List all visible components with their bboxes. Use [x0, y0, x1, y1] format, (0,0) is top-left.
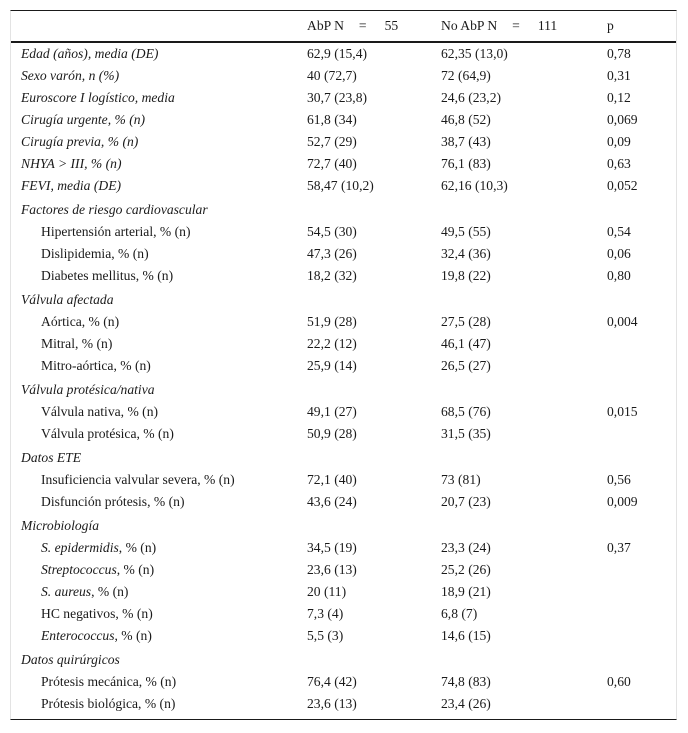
section-label: Válvula protésica/nativa	[21, 382, 155, 397]
no-abp-value: 74,8 (83)	[441, 674, 491, 689]
p-value: 0,37	[607, 540, 631, 555]
abp-value: 54,5 (30)	[307, 224, 357, 239]
abp-value: 51,9 (28)	[307, 314, 357, 329]
row-label: Disfunción prótesis, % (n)	[41, 494, 185, 509]
table-row	[11, 312, 676, 334]
abp-value: 20 (11)	[307, 584, 347, 599]
table-row	[11, 110, 676, 132]
table-row	[11, 44, 676, 66]
row-label: Prótesis biológica, % (n)	[41, 696, 176, 711]
no-abp-value: 27,5 (28)	[441, 314, 491, 329]
section-row	[11, 200, 676, 222]
no-abp-value: 6,8 (7)	[441, 606, 478, 621]
row-label: S. aureus, % (n)	[41, 584, 129, 599]
row-label: Hipertensión arterial, % (n)	[41, 224, 191, 239]
table-row	[11, 626, 676, 648]
section-row	[11, 516, 676, 538]
row-label: Válvula protésica, % (n)	[41, 426, 174, 441]
p-value: 0,56	[607, 472, 631, 487]
row-label: Euroscore I logístico, media	[21, 90, 175, 105]
p-value: 0,009	[607, 494, 638, 509]
no-abp-value: 73 (81)	[441, 472, 481, 487]
table-row	[11, 402, 676, 424]
table-row	[11, 604, 676, 626]
abp-value: 49,1 (27)	[307, 404, 357, 419]
abp-value: 43,6 (24)	[307, 494, 357, 509]
p-value: 0,06	[607, 246, 631, 261]
no-abp-value: 68,5 (76)	[441, 404, 491, 419]
abp-value: 23,6 (13)	[307, 562, 357, 577]
p-value: 0,60	[607, 674, 631, 689]
no-abp-value: 14,6 (15)	[441, 628, 491, 643]
abp-value: 25,9 (14)	[307, 358, 357, 373]
row-label: S. epidermidis, % (n)	[41, 540, 157, 555]
abp-value: 18,2 (32)	[307, 268, 357, 283]
no-abp-value: 32,4 (36)	[441, 246, 491, 261]
no-abp-value: 24,6 (23,2)	[441, 90, 502, 105]
table-row	[11, 176, 676, 198]
table-row	[11, 334, 676, 356]
row-label: Mitro-aórtica, % (n)	[41, 358, 151, 373]
table-row	[11, 582, 676, 604]
p-value: 0,12	[607, 90, 631, 105]
section-row	[11, 290, 676, 312]
table-row	[11, 538, 676, 560]
section-label: Factores de riesgo cardiovascular	[21, 202, 208, 217]
p-value: 0,80	[607, 268, 631, 283]
no-abp-value: 46,8 (52)	[441, 112, 491, 127]
section-row	[11, 448, 676, 470]
no-abp-value: 23,3 (24)	[441, 540, 491, 555]
abp-value: 47,3 (26)	[307, 246, 357, 261]
p-value: 0,052	[607, 178, 638, 193]
table-row	[11, 154, 676, 176]
row-label: Válvula nativa, % (n)	[41, 404, 159, 419]
section-label: Datos quirúrgicos	[21, 652, 120, 667]
section-label: Datos ETE	[21, 450, 82, 465]
abp-value: 61,8 (34)	[307, 112, 357, 127]
no-abp-value: 31,5 (35)	[441, 426, 491, 441]
abp-value: 30,7 (23,8)	[307, 90, 368, 105]
no-abp-value: 20,7 (23)	[441, 494, 491, 509]
table-row	[11, 560, 676, 582]
abp-value: 50,9 (28)	[307, 426, 357, 441]
header-no-abp: No AbP N = 111	[441, 18, 558, 33]
p-value: 0,015	[607, 404, 638, 419]
table-row	[11, 88, 676, 110]
abp-value: 40 (72,7)	[307, 68, 357, 83]
p-value: 0,78	[607, 46, 631, 61]
no-abp-value: 76,1 (83)	[441, 156, 491, 171]
section-row	[11, 650, 676, 672]
no-abp-value: 46,1 (47)	[441, 336, 491, 351]
data-table	[10, 10, 677, 720]
header-p: p	[607, 18, 614, 33]
row-label: Diabetes mellitus, % (n)	[41, 268, 174, 283]
table-row	[11, 266, 676, 288]
p-value: 0,09	[607, 134, 631, 149]
table-row	[11, 132, 676, 154]
p-value: 0,54	[607, 224, 631, 239]
section-label: Válvula afectada	[21, 292, 114, 307]
table-header	[11, 11, 676, 43]
no-abp-value: 72 (64,9)	[441, 68, 491, 83]
row-label: Streptococcus, % (n)	[41, 562, 155, 577]
abp-value: 22,2 (12)	[307, 336, 357, 351]
table-row	[11, 672, 676, 694]
table-row	[11, 356, 676, 378]
no-abp-value: 26,5 (27)	[441, 358, 491, 373]
no-abp-value: 49,5 (55)	[441, 224, 491, 239]
abp-value: 58,47 (10,2)	[307, 178, 374, 193]
row-label: Cirugía previa, % (n)	[21, 134, 139, 149]
row-label: Sexo varón, n (%)	[21, 68, 120, 83]
abp-value: 76,4 (42)	[307, 674, 357, 689]
row-label: Cirugía urgente, % (n)	[21, 112, 146, 127]
row-label: Enterococcus, % (n)	[41, 628, 152, 643]
abp-value: 7,3 (4)	[307, 606, 344, 621]
no-abp-value: 38,7 (43)	[441, 134, 491, 149]
row-label: HC negativos, % (n)	[41, 606, 153, 621]
p-value: 0,63	[607, 156, 631, 171]
no-abp-value: 18,9 (21)	[441, 584, 491, 599]
section-row	[11, 380, 676, 402]
p-value: 0,069	[607, 112, 638, 127]
abp-value: 52,7 (29)	[307, 134, 357, 149]
section-label: Microbiología	[21, 518, 100, 533]
table-row	[11, 66, 676, 88]
p-value: 0,31	[607, 68, 631, 83]
table-row	[11, 244, 676, 266]
no-abp-value: 25,2 (26)	[441, 562, 491, 577]
row-label: Prótesis mecánica, % (n)	[41, 674, 177, 689]
abp-value: 72,1 (40)	[307, 472, 357, 487]
abp-value: 72,7 (40)	[307, 156, 357, 171]
no-abp-value: 19,8 (22)	[441, 268, 491, 283]
header-abp: AbP N = 55	[307, 18, 399, 33]
abp-value: 23,6 (13)	[307, 696, 357, 711]
no-abp-value: 62,35 (13,0)	[441, 46, 508, 61]
row-label: Aórtica, % (n)	[41, 314, 120, 329]
row-label: NHYA > III, % (n)	[21, 156, 122, 171]
abp-value: 62,9 (15,4)	[307, 46, 368, 61]
abp-value: 5,5 (3)	[307, 628, 344, 643]
table-row	[11, 424, 676, 446]
table-row	[11, 470, 676, 492]
table-row	[11, 492, 676, 514]
no-abp-value: 62,16 (10,3)	[441, 178, 508, 193]
row-label: FEVI, media (DE)	[21, 178, 122, 193]
row-label: Insuficiencia valvular severa, % (n)	[41, 472, 235, 487]
abp-value: 34,5 (19)	[307, 540, 357, 555]
p-value: 0,004	[607, 314, 638, 329]
no-abp-value: 23,4 (26)	[441, 696, 491, 711]
table-row	[11, 694, 676, 716]
row-label: Dislipidemia, % (n)	[41, 246, 149, 261]
row-label: Mitral, % (n)	[41, 336, 113, 351]
row-label: Edad (años), media (DE)	[21, 46, 159, 61]
table-row	[11, 222, 676, 244]
